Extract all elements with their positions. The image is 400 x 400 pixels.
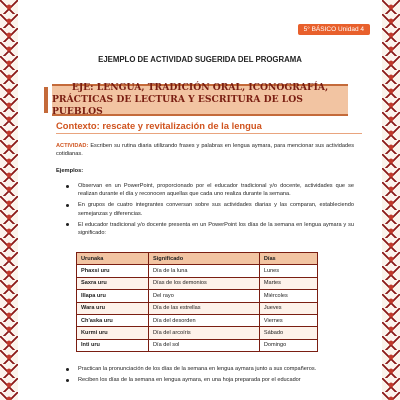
weekdays-table <box>76 252 318 352</box>
list-item: En grupos de cuatro integrantes conversan sobre sus actividades diarias y las comparan, estableciendo semejanzas y diferencias. <box>64 201 354 217</box>
table-cell: Saxra uru <box>77 277 149 289</box>
activity-text: Escriben su rutina diaria utilizando frases y palabras en lengua aymara, para mencionar sus actividades cotidianas. <box>56 143 354 158</box>
table-row <box>77 290 318 302</box>
table-cell: Miércoles <box>259 290 317 302</box>
table-cell: Sábado <box>259 327 317 339</box>
program-title: EJEMPLO DE ACTIVIDAD SUGERIDA DEL PROGRAMA <box>98 55 302 64</box>
table-cell: Lunes <box>259 265 317 277</box>
list-item: Reciben los días de la semana en lengua aymara, en una hoja preparada por el educador <box>64 376 354 384</box>
table-cell: Illapa uru <box>77 290 149 302</box>
table-cell: Día del sol <box>149 339 260 351</box>
table-row <box>77 314 318 326</box>
grade-unit-badge: 5° BÁSICO Unidad 4 <box>298 24 370 35</box>
table-cell: Inti uru <box>77 339 149 351</box>
activity-paragraph <box>56 142 354 158</box>
table-row <box>77 277 318 289</box>
table-cell: Martes <box>259 277 317 289</box>
table-row <box>77 339 318 351</box>
column-header-dias: Días <box>259 253 317 265</box>
table-cell: Días de los demonios <box>149 277 260 289</box>
table-cell: Kurmi uru <box>77 327 149 339</box>
table-cell: Día de las estrellas <box>149 302 260 314</box>
table-cell: Domingo <box>259 339 317 351</box>
context-heading: Contexto: rescate y revitalización de la lengua <box>56 120 262 131</box>
context-divider <box>56 133 362 134</box>
banner-accent-mark <box>44 87 48 113</box>
activity-label: ACTIVIDAD: <box>56 143 89 149</box>
bullet-list-bottom <box>64 365 354 387</box>
table-cell: Viernes <box>259 314 317 326</box>
table-header-row <box>77 253 318 265</box>
column-header-urunaka: Urunaka <box>77 253 149 265</box>
table-cell: Ch'aska uru <box>77 314 149 326</box>
list-item: Observan en un PowerPoint, proporcionado por el educador tradicional y/o docente, actividades que se realizan durante el día y reconocen aquellas que cada uno realiza durante la semana. <box>64 182 354 198</box>
axis-banner <box>52 84 348 116</box>
bullet-list-top <box>64 182 354 240</box>
banner-line-2: PRÁCTICAS DE LECTURA Y ESCRITURA DE LOS PUEBLOS <box>52 94 303 117</box>
column-header-significado: Significado <box>149 253 260 265</box>
table-cell: Día del arcoíris <box>149 327 260 339</box>
table-row <box>77 265 318 277</box>
table-cell: Wara uru <box>77 302 149 314</box>
table-cell: Jueves <box>259 302 317 314</box>
table-cell: Día de la luna <box>149 265 260 277</box>
table-cell: Phaxsi uru <box>77 265 149 277</box>
list-item: El educador tradicional y/o docente presenta en un PowerPoint los días de la semana en lengua aymara y su significado: <box>64 221 354 237</box>
table-cell: Del rayo <box>149 290 260 302</box>
table-row <box>77 302 318 314</box>
table-row <box>77 327 318 339</box>
list-item: Practican la pronunciación de los días de la semana en lengua aymara junto a sus compañeros. <box>64 365 354 373</box>
banner-line-1: EJE: LENGUA, TRADICIÓN ORAL, ICONOGRAFÍA, <box>71 82 329 93</box>
table-cell: Día del desorden <box>149 314 260 326</box>
examples-label: Ejemplos: <box>56 168 84 174</box>
